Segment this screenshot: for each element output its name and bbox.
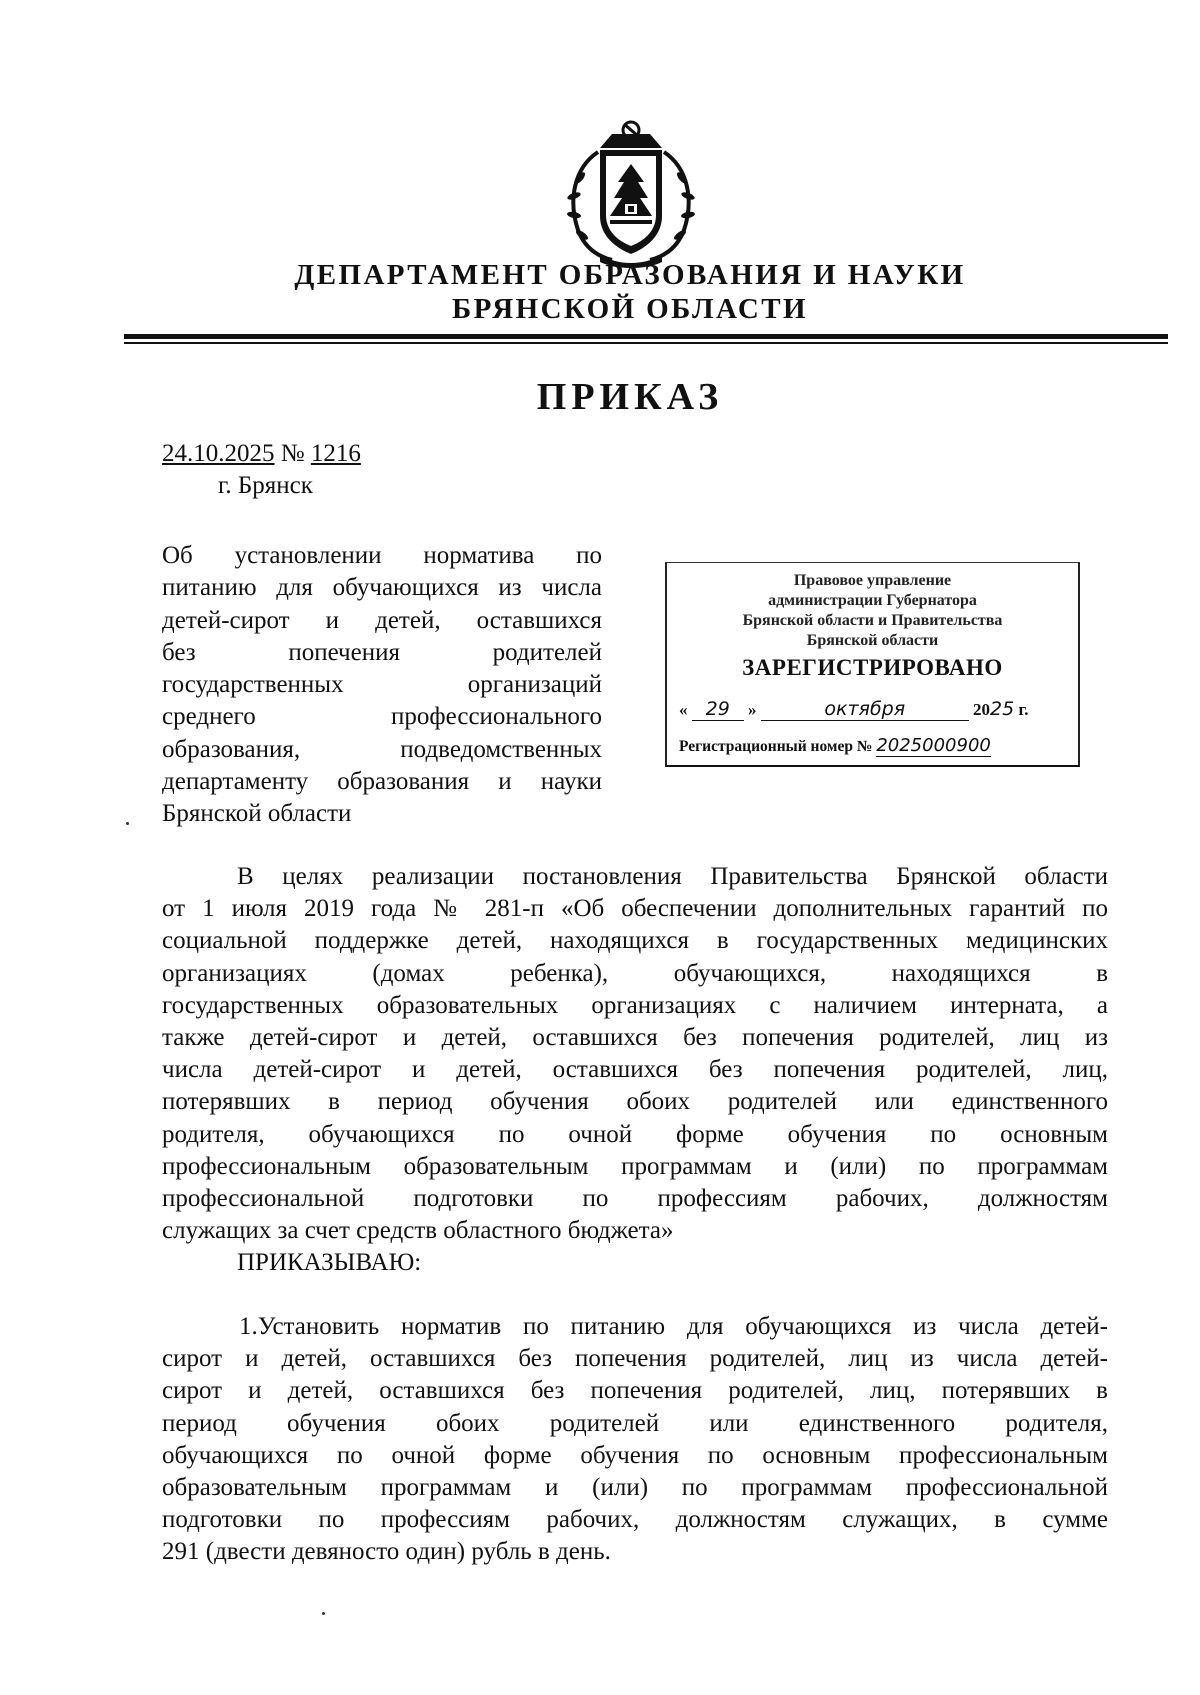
header-divider-thin bbox=[124, 342, 1168, 344]
item-line: сирот и детей, оставшихся без попечения родителей, лиц из числа детей- bbox=[162, 1345, 1108, 1373]
document-date-number bbox=[162, 440, 361, 468]
preamble-line: социальной поддержке детей, находящихся в государственных медицинских bbox=[162, 927, 1108, 955]
stamp-status: ЗАРЕГИСТРИРОВАНО bbox=[742, 655, 1003, 680]
item-line: сирот и детей, оставшихся без попечения родителей, лиц, потерявших в bbox=[162, 1377, 1108, 1405]
document-subject bbox=[162, 540, 602, 831]
item-line-text: 1.Установить норматив по питанию для обучающихся из числа детей- bbox=[239, 1313, 1108, 1340]
preamble-line: числа детей-сирот и детей, оставшихся без попечения родителей, лиц, bbox=[162, 1056, 1108, 1084]
stamp-year-unit: г. bbox=[1018, 700, 1029, 719]
stamp-line4: Брянской области bbox=[806, 632, 939, 649]
preamble-paragraph bbox=[162, 861, 1108, 1280]
preamble-line bbox=[162, 861, 1108, 893]
preamble-line: потерявших в период обучения обоих родителей или единственного bbox=[162, 1088, 1108, 1116]
preamble-line-text: В целях реализации постановления Правительства Брянской области bbox=[237, 863, 1108, 890]
document-type-title: ПРИКАЗ bbox=[536, 376, 724, 418]
stamp-registration-number bbox=[679, 735, 991, 756]
stamp-date-month: октября bbox=[761, 698, 969, 721]
header-divider-thick bbox=[124, 334, 1168, 339]
stamp-reg-label: Регистрационный номер № bbox=[679, 738, 873, 755]
stamp-line2: администрации Губернатора bbox=[768, 592, 977, 609]
document-city: г. Брянск bbox=[218, 472, 313, 499]
subject-line: среднего профессионального bbox=[162, 703, 602, 731]
number-sign: № bbox=[280, 440, 305, 467]
subject-line: Об установлении норматива по bbox=[162, 542, 602, 569]
subject-line: департаменту образования и науки bbox=[162, 768, 602, 796]
preamble-line: родителя, обучающихся по очной форме обучения по основным bbox=[162, 1120, 1108, 1148]
item-line: образовательным программам и (или) по программам профессиональной bbox=[162, 1474, 1108, 1502]
preamble-line: от 1 июля 2019 года № 281-п «Об обеспечении дополнительных гарантий по bbox=[162, 895, 1108, 923]
preamble-line: также детей-сирот и детей, оставшихся без попечения родителей, лиц из bbox=[162, 1024, 1108, 1052]
scan-speck bbox=[322, 1612, 325, 1615]
preamble-line: организациях (домах ребенка), обучающихся, находящихся в bbox=[162, 959, 1108, 987]
preamble-line: служащих за счет средств областного бюджета» bbox=[162, 1217, 674, 1245]
stamp-line1: Правовое управление bbox=[793, 572, 952, 589]
stamp-line3: Брянской области и Правительства bbox=[742, 612, 1003, 629]
item-line: обучающихся по очной форме обучения по основным профессиональным bbox=[162, 1441, 1108, 1469]
subject-line: государственных организаций bbox=[162, 671, 602, 699]
stamp-date-day: 29 bbox=[692, 698, 744, 721]
stamp-year-suffix: 25 bbox=[990, 698, 1015, 720]
organization-title-line2: БРЯНСКОЙ ОБЛАСТИ bbox=[452, 293, 808, 325]
preamble-line: профессиональной подготовки по профессиям рабочих, должностям bbox=[162, 1185, 1108, 1213]
order-word-text: ПРИКАЗЫВАЮ: bbox=[237, 1249, 422, 1277]
subject-line: без попечения родителей bbox=[162, 638, 602, 666]
stamp-quote-open: « bbox=[679, 700, 688, 719]
subject-line: питанию для обучающихся из числа bbox=[162, 574, 602, 602]
item-line bbox=[162, 1311, 1108, 1343]
document-date: 24.10.2025 bbox=[162, 440, 275, 467]
item-line: 291 (двести девяносто один) рубль в день. bbox=[162, 1538, 611, 1566]
order-word bbox=[162, 1247, 1108, 1279]
preamble-line: профессиональным образовательным программам и (или) по программам bbox=[162, 1152, 1108, 1180]
stamp-quote-close: » bbox=[748, 700, 757, 719]
item-line: подготовки по профессиям рабочих, должностям служащих, в сумме bbox=[162, 1506, 1108, 1534]
stamp-year-prefix: 20 bbox=[973, 700, 990, 719]
coat-of-arms-emblem bbox=[560, 120, 702, 270]
subject-line: Брянской области bbox=[162, 800, 352, 828]
stamp-reg-number: 2025000900 bbox=[876, 735, 991, 756]
organization-title-line1: ДЕПАРТАМЕНТ ОБРАЗОВАНИЯ И НАУКИ bbox=[294, 259, 966, 291]
subject-line: детей-сирот и детей, оставшихся bbox=[162, 606, 602, 634]
registration-stamp bbox=[665, 562, 1080, 767]
organization-title bbox=[150, 258, 1110, 326]
document-number: 1216 bbox=[310, 440, 361, 467]
order-item-1 bbox=[162, 1311, 1108, 1569]
item-line: период обучения обоих родителей или единственного родителя, bbox=[162, 1409, 1108, 1437]
preamble-line: государственных образовательных организациях с наличием интерната, а bbox=[162, 991, 1108, 1019]
scan-speck bbox=[126, 822, 129, 825]
subject-line: образования, подведомственных bbox=[162, 735, 602, 763]
stamp-date bbox=[679, 698, 1029, 721]
